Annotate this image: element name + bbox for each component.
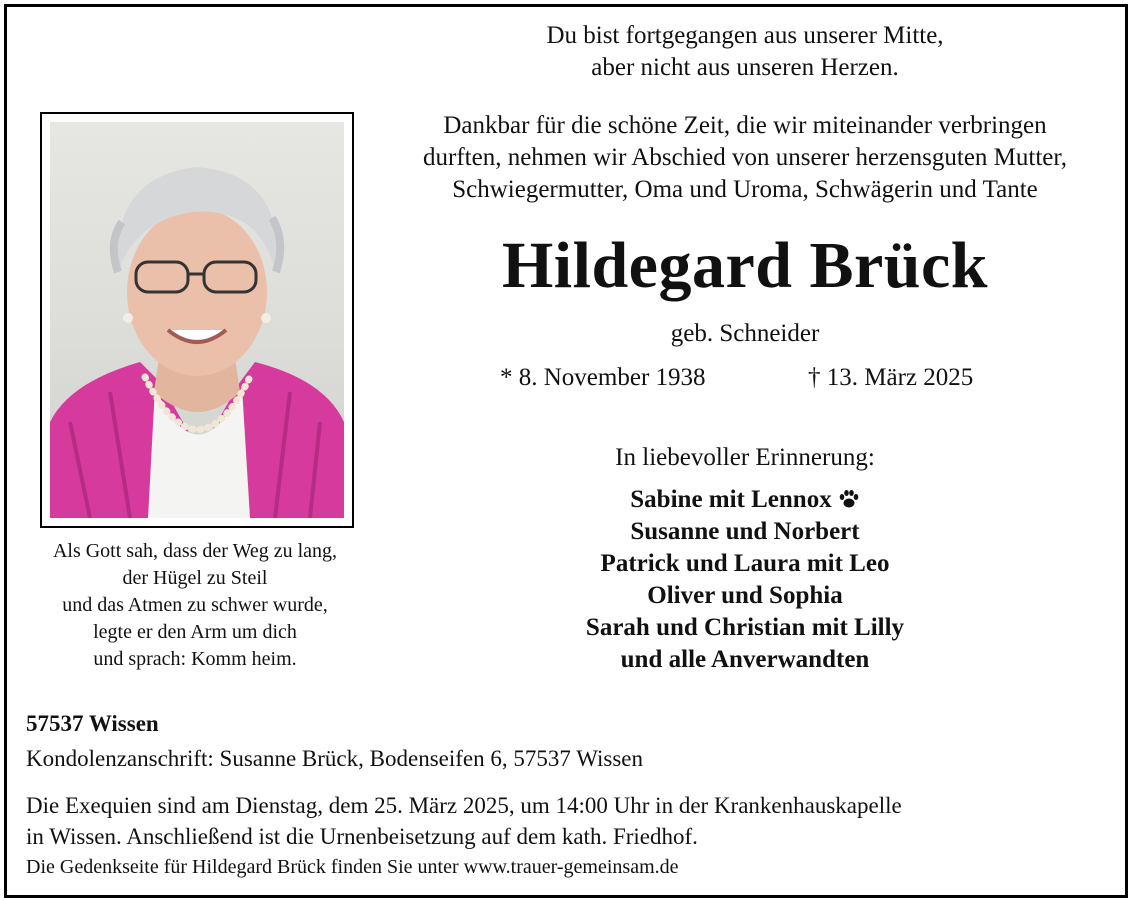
mourner-item: und alle Anverwandten [620, 646, 870, 673]
mourner-item: Sabine mit Lennox [380, 484, 1110, 516]
funeral-info-line: Die Exequien sind am Dienstag, dem 25. März 2025, um 14:00 Uhr in der Krankenhauskapelle [26, 793, 902, 818]
memory-heading: In liebevoller Erinnerung: [615, 444, 875, 471]
poem [20, 538, 370, 673]
quote-line: aber nicht aus unseren Herzen. [591, 54, 899, 81]
deceased-name: Hildegard Brück [501, 229, 989, 302]
mourner-item: Patrick und Laura mit Leo [600, 550, 890, 577]
place-heading: 57537 Wissen [26, 711, 159, 736]
poem-line: Als Gott sah, dass der Weg zu lang, [52, 540, 338, 562]
intro-line: Schwiegermutter, Oma und Uroma, Schwägerin und Tante [452, 176, 1038, 203]
mourner-item: Susanne und Norbert [630, 518, 860, 545]
quote [340, 20, 1132, 84]
poem-line: legte er den Arm um dich [93, 621, 297, 643]
condolence-address: Kondolenzanschrift: Susanne Brück, Bodenseifen 6, 57537 Wissen [26, 746, 643, 771]
poem-line: und sprach: Komm heim. [93, 648, 297, 670]
funeral-info [26, 790, 1106, 852]
mourner-item: Oliver und Sophia [647, 582, 843, 609]
maiden-name: geb. Schneider [670, 320, 820, 347]
portrait-photo [50, 122, 344, 518]
quote-line: Du bist fortgegangen aus unserer Mitte, [546, 22, 944, 49]
portrait-illustration [50, 122, 344, 518]
paw-icon [838, 489, 860, 509]
intro-line: durften, nehmen wir Abschied von unserer herzensguten Mutter, [423, 144, 1067, 171]
mourners-list [380, 484, 1110, 676]
death-date: † 13. März 2025 [808, 364, 974, 391]
intro-line: Dankbar für die schöne Zeit, die wir miteinander verbringen [443, 112, 1047, 139]
poem-line: und das Atmen zu schwer wurde, [62, 594, 328, 616]
mourner-item: Sarah und Christian mit Lilly [585, 614, 905, 641]
poem-line: der Hügel zu Steil [122, 567, 268, 589]
birth-date: * 8. November 1938 [500, 364, 706, 391]
intro-text [340, 110, 1132, 206]
portrait-frame [40, 112, 354, 528]
funeral-info-line: in Wissen. Anschließend ist die Urnenbeisetzung auf dem kath. Friedhof. [26, 824, 698, 849]
memorial-website-text: Die Gedenkseite für Hildegard Brück finden Sie unter www.trauer-gemeinsam.de [26, 856, 679, 878]
